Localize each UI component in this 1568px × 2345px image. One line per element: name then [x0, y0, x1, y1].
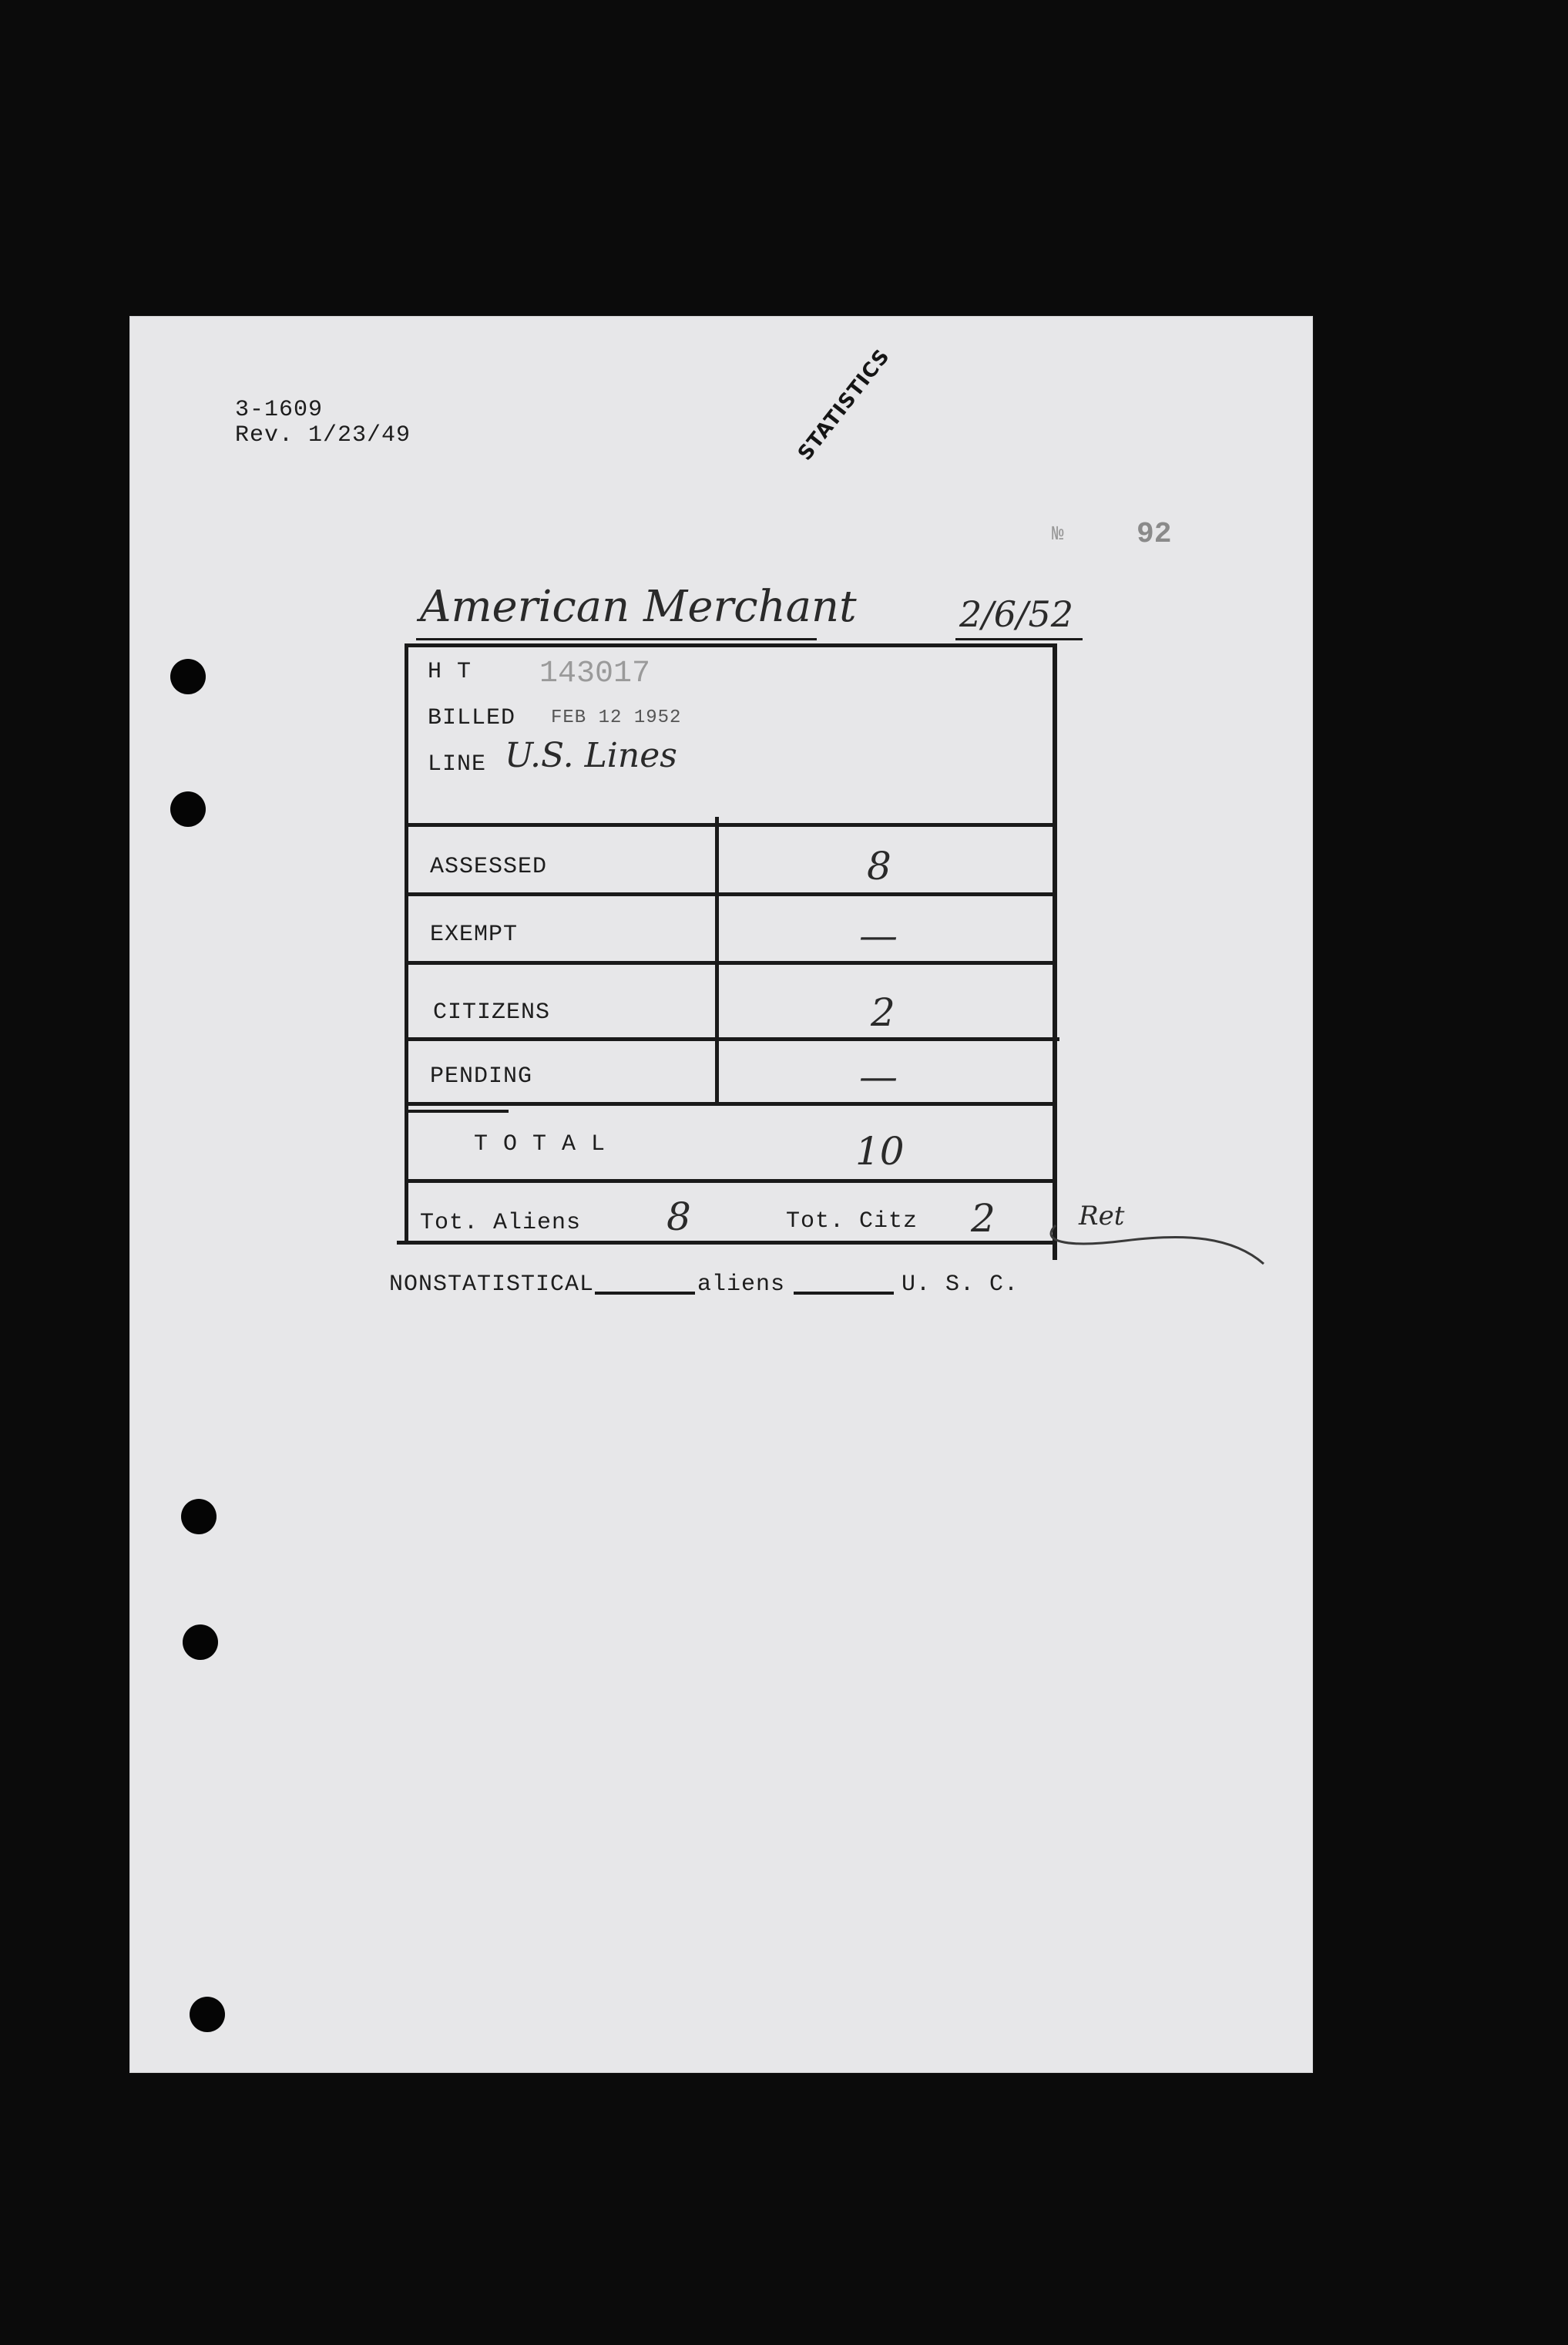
- citizens-label: CITIZENS: [433, 999, 551, 1026]
- exempt-value: —: [859, 913, 898, 958]
- box-left: [405, 643, 408, 1245]
- punch-hole: [183, 1624, 218, 1660]
- box-bottom: [397, 1241, 1056, 1245]
- assessed-label: ASSESSED: [430, 854, 548, 880]
- pending-label: PENDING: [430, 1063, 533, 1090]
- serial-prefix: №: [1052, 522, 1064, 546]
- ht-label: H T: [428, 659, 472, 685]
- line-value: U.S. Lines: [505, 736, 677, 775]
- date-underline: [955, 638, 1083, 640]
- row-divider: [405, 1037, 1059, 1041]
- line-label: LINE: [428, 751, 487, 778]
- punch-hole: [181, 1499, 217, 1534]
- vessel-underline: [416, 638, 817, 640]
- row-divider: [405, 1102, 1056, 1106]
- row-divider: [405, 961, 1056, 965]
- vessel-name: American Merchant: [420, 582, 857, 632]
- row-divider-double: [408, 1110, 509, 1113]
- billed-label: BILLED: [428, 705, 516, 731]
- assessed-value: 8: [867, 844, 891, 889]
- row-divider: [405, 1179, 1056, 1183]
- nonstatistical-label: NONSTATISTICAL: [389, 1272, 595, 1298]
- row-divider: [405, 892, 1056, 896]
- total-value: 10: [855, 1129, 905, 1174]
- punch-hole: [190, 1997, 225, 2032]
- ht-value: 143017: [539, 657, 651, 691]
- total-label: T O T A L: [474, 1131, 606, 1157]
- total-citizens-value: 2: [971, 1196, 996, 1241]
- punch-hole: [170, 659, 206, 694]
- grid-column-divider: [715, 817, 719, 1104]
- statistics-stamp: STATISTICS: [794, 344, 895, 465]
- aliens-blank: [794, 1292, 894, 1295]
- grid-divider-top: [405, 823, 1056, 827]
- form-number: 3-1609: [235, 397, 324, 423]
- nonstatistical-blank: [595, 1292, 695, 1295]
- initials-flourish: [1032, 1194, 1279, 1272]
- exempt-label: EXEMPT: [430, 922, 519, 948]
- box-right: [1053, 643, 1057, 1260]
- billed-date-stamp: FEB 12 1952: [551, 707, 682, 728]
- clerk-initials: Ret: [1079, 1201, 1125, 1231]
- form-revision: Rev. 1/23/49: [235, 422, 411, 449]
- arrival-date: 2/6/52: [959, 593, 1074, 635]
- serial-number: 92: [1137, 518, 1172, 551]
- citizens-value: 2: [871, 990, 895, 1035]
- box-top: [405, 643, 1056, 647]
- total-citizens-label: Tot. Citz: [786, 1208, 918, 1235]
- pending-value: —: [859, 1054, 898, 1099]
- usc-label: U. S. C.: [902, 1272, 1019, 1298]
- aliens-label: aliens: [697, 1272, 786, 1298]
- punch-hole: [170, 791, 206, 827]
- total-aliens-value: 8: [666, 1194, 691, 1239]
- total-aliens-label: Tot. Aliens: [420, 1210, 582, 1236]
